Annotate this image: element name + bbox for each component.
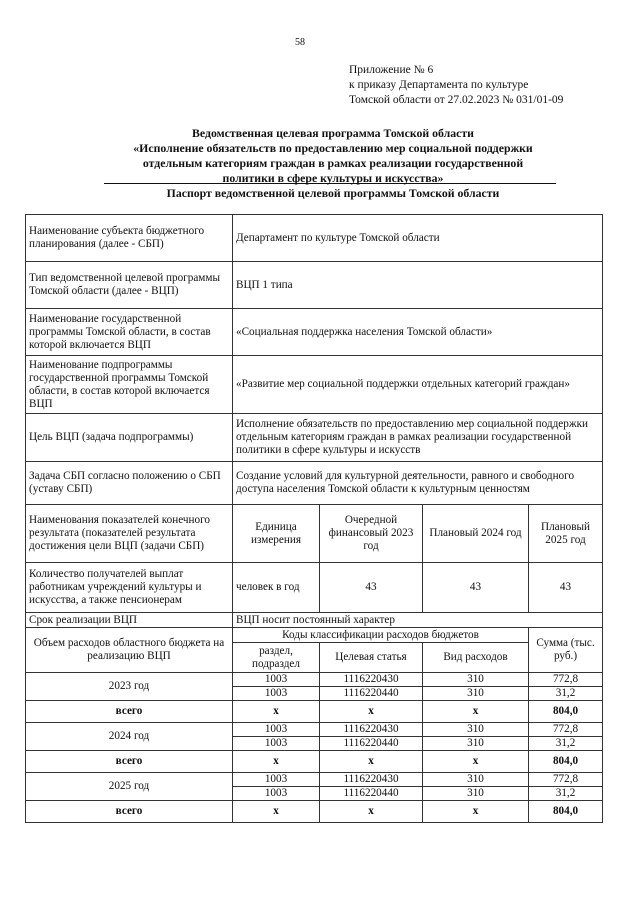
indicator-value-2024: 43 [423,563,529,613]
year1-header: Очередной финансовый 2023 год [320,505,423,563]
sum-value: 31,2 [529,737,603,751]
type-header: Вид расходов [423,643,529,673]
total-label: всего [26,801,233,823]
total-label: всего [26,701,233,723]
article-code: 1116220440 [320,787,423,801]
appendix-line-2: к приказу Департамента по культуре [349,79,529,91]
year-label: 2023 год [26,673,233,701]
type-code: 310 [423,737,529,751]
row-value: «Развитие мер социальной поддержки отдельных категорий граждан» [233,356,603,414]
sum-value: 772,8 [529,673,603,687]
article-code: 1116220430 [320,773,423,787]
codes-header: Коды классификации расходов бюджетов [233,628,529,643]
type-code: 310 [423,787,529,801]
total-x: х [423,751,529,773]
term-row [26,613,603,628]
sum-value: 31,2 [529,687,603,701]
title-divider [104,183,556,184]
section-code: 1003 [233,737,320,751]
document-title [100,126,566,186]
total-x: х [423,801,529,823]
unit-header: Единица измерения [233,505,320,563]
article-code: 1116220440 [320,687,423,701]
year-label: 2024 год [26,723,233,751]
row-label: Тип ведомственной целевой программы Томской области (далее - ВЦП) [26,262,233,309]
total-x: х [233,801,320,823]
expense-line-row [26,673,603,687]
table-row [26,215,603,262]
row-value: Департамент по культуре Томской области [233,215,603,262]
indicator-value-2023: 43 [320,563,423,613]
table-row [26,356,603,414]
total-sum: 804,0 [529,701,603,723]
title-line-3: отдельным категориям граждан в рамках реализации государственной [142,156,524,170]
expenses-label: Объем расходов областного бюджета на реализацию ВЦП [26,628,233,673]
total-x: х [320,751,423,773]
row-label: Цель ВЦП (задача подпрограммы) [26,414,233,462]
total-x: х [233,701,320,723]
title-line-1: Ведомственная целевая программа Томской области [192,126,474,140]
article-code: 1116220430 [320,723,423,737]
total-x: х [320,701,423,723]
table-row [26,462,603,505]
title-line-4: политики в сфере культуры и искусства» [222,171,444,185]
row-label: Задача СБП согласно положению о СБП (уставу СБП) [26,462,233,505]
row-value: ВЦП 1 типа [233,262,603,309]
row-value: Создание условий для культурной деятельности, равного и свободного доступа населения Томской области к культурным ценностям [233,462,603,505]
indicators-label: Наименования показателей конечного результата (показателей результата достижения цели ВЦП (задачи СБП) [26,505,233,563]
section-code: 1003 [233,723,320,737]
section-code: 1003 [233,673,320,687]
table-row [26,414,603,462]
total-x: х [320,801,423,823]
total-x: х [423,701,529,723]
page-number: 58 [295,37,305,48]
year3-header: Плановый 2025 год [529,505,603,563]
sum-header: Сумма (тыс. руб.) [529,628,603,673]
article-header: Целевая статья [320,643,423,673]
passport-subtitle: Паспорт ведомственной целевой программы Томской области [166,186,500,200]
sum-value: 31,2 [529,787,603,801]
type-code: 310 [423,723,529,737]
row-value: «Социальная поддержка населения Томской области» [233,309,603,356]
indicator-value-2025: 43 [529,563,603,613]
total-row [26,751,603,773]
expense-line-row [26,773,603,787]
indicator-row [26,563,603,613]
year-label: 2025 год [26,773,233,801]
row-label: Наименование субъекта бюджетного планирования (далее - СБП) [26,215,233,262]
total-label: всего [26,751,233,773]
total-x: х [233,751,320,773]
appendix-note [349,63,563,108]
indicators-header-row [26,505,603,563]
year2-header: Плановый 2024 год [423,505,529,563]
total-sum: 804,0 [529,801,603,823]
section-code: 1003 [233,773,320,787]
row-label: Наименование государственной программы Томской области, в состав которой включается ВЦП [26,309,233,356]
type-code: 310 [423,687,529,701]
total-row [26,801,603,823]
type-code: 310 [423,673,529,687]
article-code: 1116220430 [320,673,423,687]
row-value: Исполнение обязательств по предоставлению мер социальной поддержки отдельным категориям граждан в рамках реализации государственной политики в сфере культуры и искусств [233,414,603,462]
term-value: ВЦП носит постоянный характер [233,613,603,628]
term-label: Срок реализации ВЦП [26,613,233,628]
passport-table [25,214,603,823]
section-header: раздел, подраздел [233,643,320,673]
section-code: 1003 [233,687,320,701]
indicator-name: Количество получателей выплат работникам учреждений культуры и искусства, а также пенсионерам [26,563,233,613]
title-line-2: «Исполнение обязательств по предоставлению мер социальной поддержки [133,141,533,155]
total-row [26,701,603,723]
expense-line-row [26,723,603,737]
article-code: 1116220440 [320,737,423,751]
indicator-unit: человек в год [233,563,320,613]
sum-value: 772,8 [529,723,603,737]
appendix-line-1: Приложение № 6 [349,64,434,76]
row-label: Наименование подпрограммы государственной программы Томской области, в состав которой включается ВЦП [26,356,233,414]
table-row [26,309,603,356]
type-code: 310 [423,773,529,787]
appendix-line-3: Томской области от 27.02.2023 № 031/01-09 [349,94,564,106]
table-row [26,262,603,309]
sum-value: 772,8 [529,773,603,787]
total-sum: 804,0 [529,751,603,773]
section-code: 1003 [233,787,320,801]
expenses-header-row [26,628,603,643]
